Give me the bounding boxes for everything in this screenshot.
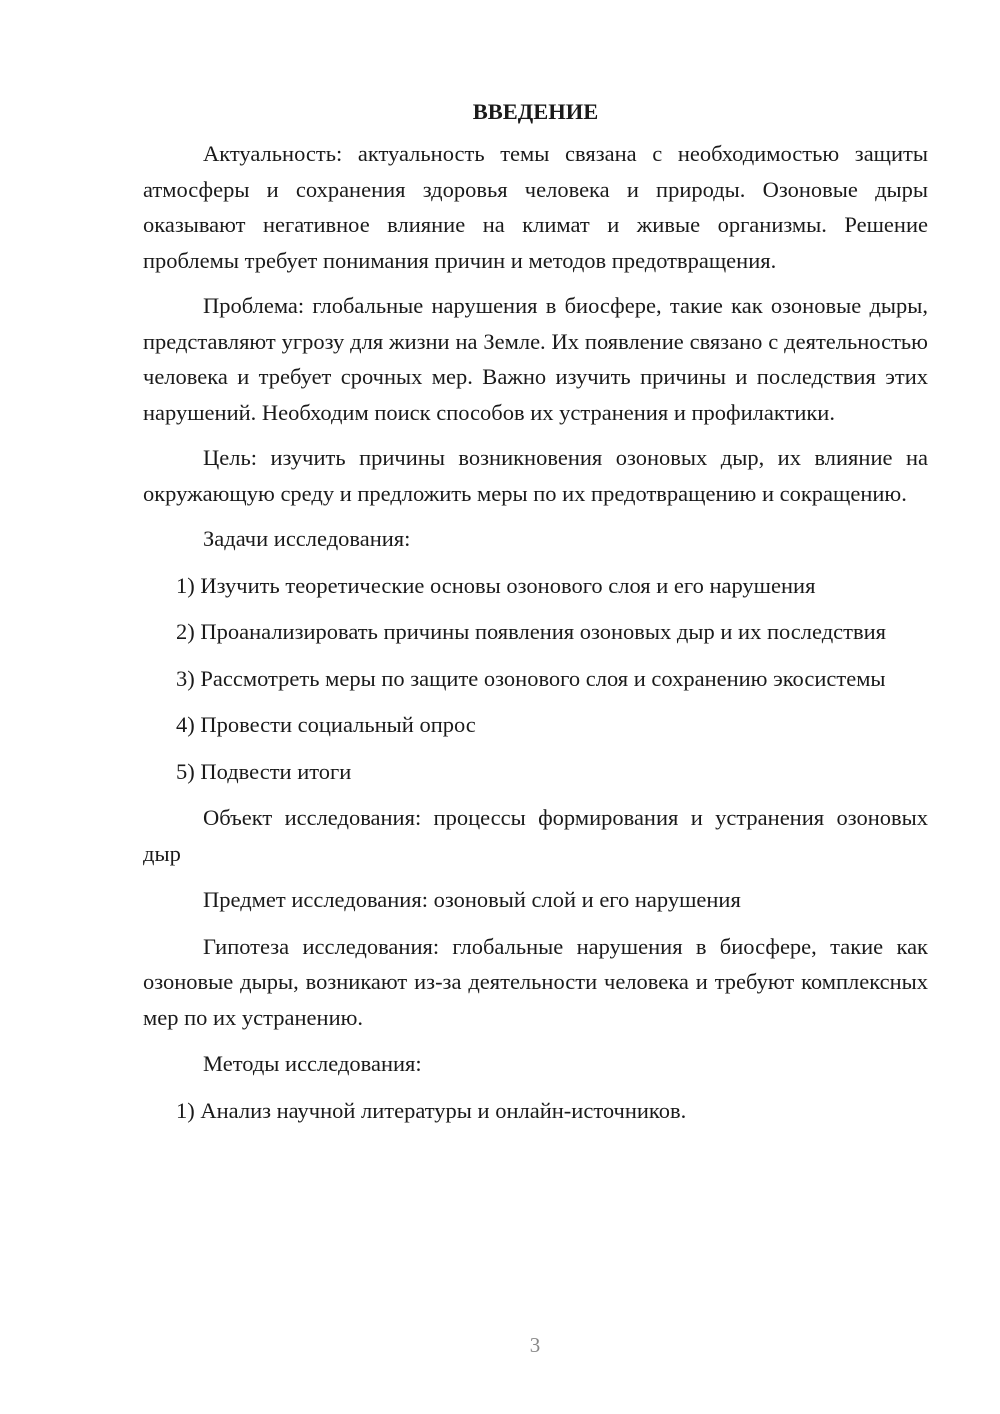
- relevance-paragraph: Актуальность: актуальность темы связана с необходимостью защиты атмосферы и сохранения здоровья человека и природы. Озоновые дыры оказывают негативное влияние на климат и живые организмы. Решение проблемы требует понимания причин и методов предотвращения.: [143, 141, 928, 273]
- task-item: 4) Провести социальный опрос: [176, 712, 476, 737]
- task-item: 5) Подвести итоги: [176, 758, 352, 784]
- object-paragraph: Объект исследования: процессы формирования и устранения озоновых дыр: [143, 805, 928, 866]
- tasks-heading: Задачи исследования:: [203, 526, 411, 551]
- hypothesis-paragraph: Гипотеза исследования: глобальные нарушения в биосфере, такие как озоновые дыры, возникают из-за деятельности человека и требуют комплексных мер по их устранению.: [143, 933, 928, 1030]
- task-item: 1) Изучить теоретические основы озонового слоя и его нарушения: [176, 572, 816, 598]
- page-number: 3: [529, 1333, 541, 1357]
- problem-paragraph: Проблема: глобальные нарушения в биосфере, такие как озоновые дыры, представляют угрозу для жизни на Земле. Их появление связано с деятельностью человека и требует срочных мер. Важно изучить причины и последствия этих нарушений. Необходим поиск способов их устранения и профилактики.: [143, 293, 928, 425]
- document-page: [143, 94, 928, 1128]
- subject-paragraph: Предмет исследования: озоновый слой и его нарушения: [203, 887, 741, 912]
- section-title: ВВЕДЕНИЕ: [472, 99, 599, 124]
- goal-paragraph: Цель: изучить причины возникновения озоновых дыр, их влияние на окружающую среду и предложить меры по их предотвращению и сокращению.: [143, 445, 928, 506]
- task-item: 3) Рассмотреть меры по защите озонового слоя и сохранению экосистемы: [176, 665, 886, 691]
- method-item: 1) Анализ научной литературы и онлайн-источников.: [176, 1097, 687, 1123]
- methods-heading: Методы исследования:: [203, 1051, 422, 1076]
- task-item: 2) Проанализировать причины появления озоновых дыр и их последствия: [176, 619, 886, 644]
